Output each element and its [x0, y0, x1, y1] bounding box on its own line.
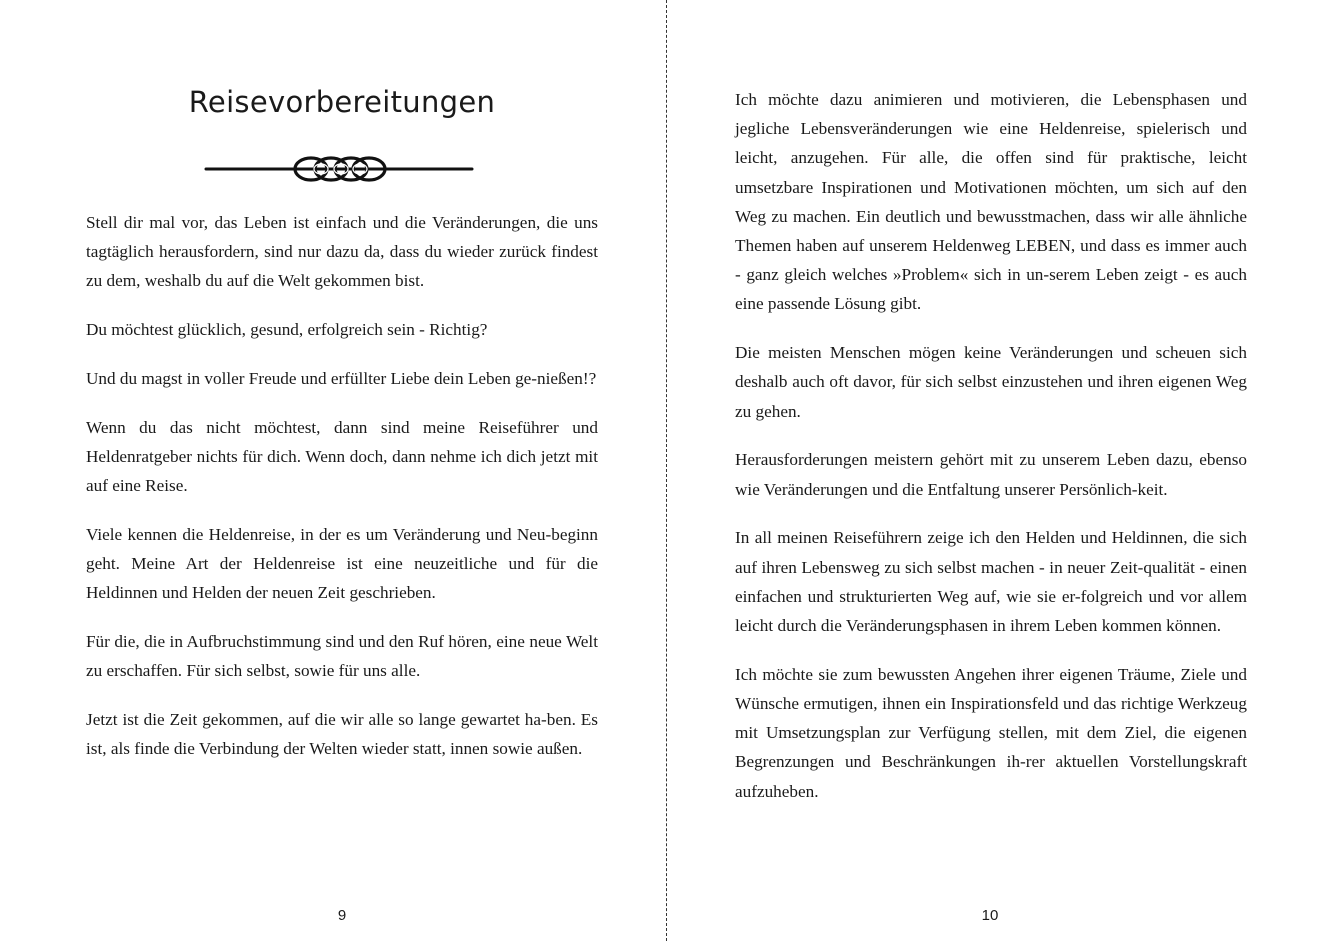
page-number-right: 10: [981, 907, 999, 924]
paragraph: Für die, die in Aufbruchstimmung sind und den Ruf hören, eine neue Welt zu erschaffen. Für sich selbst, sowie für uns alle.: [86, 632, 598, 681]
paragraph: Wenn du das nicht möchtest, dann sind meine Reiseführer und Heldenratgeber nichts für dich. Wenn doch, dann nehme ich dich jetzt mit auf eine Reise.: [86, 417, 598, 496]
paragraph: Ich möchte dazu animieren und motivieren, die Lebensphasen und jegliche Lebensveränderungen wie eine Heldenreise, spielerisch und leicht, anzugehen. Für alle, die offen sind für praktische, leicht umsetzbare Inspirationen und Motivationen möchten, um sich auf den Weg zu machen. Ein deutlich und bewusstmachen, dass wir alle ähnliche Themen haben auf unserem Heldenweg LEBEN, und dass es immer auch - ganz gleich welches »Problem« sich in un-serem Leben zeigt - es auch eine passende Lösung gibt.: [735, 90, 1247, 314]
paragraph: Ich möchte sie zum bewussten Angehen ihrer eigenen Träume, Ziele und Wünsche ermutigen, ihnen ein Inspirationsfeld und das richtige Werkzeug mit Umsetzungsplan zur Verfügung stellen, mit dem Ziel, die eigenen Begrenzungen und Beschränkungen ih-rer aktuellen Vorstellungskraft aufzuheben.: [735, 664, 1247, 801]
paragraph: Und du magst in voller Freude und erfüllter Liebe dein Leben ge-nießen!?: [86, 369, 597, 388]
chapter-title: Reisevorbereitungen: [188, 85, 496, 119]
knot-divider-ornament-icon: [204, 150, 474, 188]
paragraph: Viele kennen die Heldenreise, in der es um Veränderung und Neu-beginn geht. Meine Art der Heldenreise ist eine neuzeitliche und für die Heldinnen und Helden der neuen Zeit geschrieben.: [86, 525, 598, 603]
right-page-body: [735, 85, 1247, 825]
right-page: [667, 0, 1329, 941]
paragraph: Herausforderungen meistern gehört mit zu unserem Leben dazu, ebenso wie Veränderungen und die Entfaltung unserer Persönlich-keit.: [735, 450, 1247, 499]
paragraph: In all meinen Reiseführern zeige ich den Helden und Heldinnen, die sich auf ihren Lebensweg zu sich selbst machen - in neuer Zeit-qualität - einen einfachen und strukturierten Weg auf, wie sie er-folgreich und vor allem leicht durch die Veränderungsphasen in ihrem Leben kommen können.: [735, 528, 1247, 636]
page-number-left: 9: [337, 907, 347, 924]
paragraph: Du möchtest glücklich, gesund, erfolgreich sein - Richtig?: [86, 320, 488, 340]
paragraph: Jetzt ist die Zeit gekommen, auf die wir alle so lange gewartet ha-ben. Es ist, als finde die Verbindung der Welten wieder statt, innen sowie außen.: [86, 710, 598, 759]
paragraph: Die meisten Menschen mögen keine Veränderungen und scheuen sich deshalb auch oft davor, für sich selbst einzustehen und ihren eigenen Weg zu gehen.: [735, 343, 1247, 421]
paragraph: Stell dir mal vor, das Leben ist einfach und die Veränderungen, die uns tagtäglich herausfordern, sind nur dazu da, dass du wieder zurück findest zu dem, weshalb du auf die Welt gekommen bist.: [86, 213, 598, 291]
left-page-body: [86, 208, 598, 783]
